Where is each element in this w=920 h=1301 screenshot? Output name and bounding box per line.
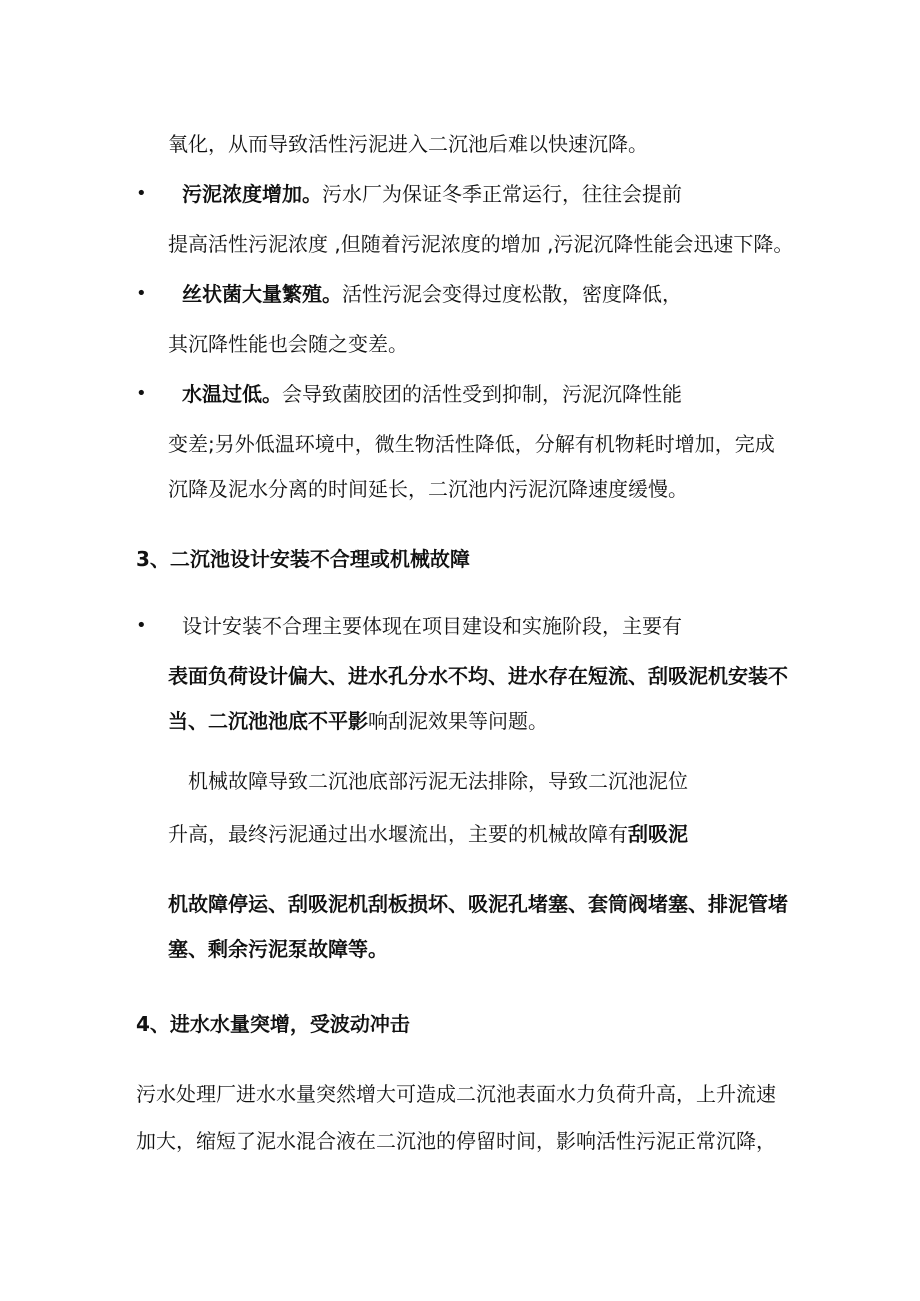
bullet-line [182, 180, 682, 208]
bold-text-line: 塞、剩余污泥泵故障等。 [168, 937, 388, 961]
text: 升高，最终污泥通过出水堰流出，主要的机械故障有 [168, 822, 628, 846]
bold-text-line: 表面负荷设计偏大、进水孔分水不均、进水存在短流、刮吸泥机安装不 [168, 664, 788, 688]
bullet-heading: 污泥浓度增加。 [182, 182, 322, 206]
text-line: 提高活性污泥浓度 ,但随着污泥浓度的增加 ,污泥沉降性能会迅速下降。 [168, 232, 794, 256]
bullet-text: 设计安装不合理主要体现在项目建设和实施阶段，主要有 [182, 614, 682, 638]
text-line: 沉降及泥水分离的时间延长，二沉池内污泥沉降速度缓慢。 [168, 477, 688, 501]
bold-text-line: 机故障停运、刮吸泥机刮板损坏、吸泥孔堵塞、套筒阀堵塞、排泥管堵 [168, 892, 788, 916]
text-line: 污水处理厂进水水量突然增大可造成二沉池表面水力负荷升高，上升流速 [136, 1082, 776, 1106]
bullet-point: • [136, 283, 147, 304]
section-heading-3: 3、二沉池设计安装不合理或机械故障 [136, 547, 470, 571]
text-line: 氧化，从而导致活性污泥进入二沉池后难以快速沉降。 [168, 132, 648, 156]
bullet-point: • [136, 183, 147, 204]
bullet-point: • [136, 383, 147, 404]
bullet-text: 污水厂为保证冬季正常运行，往往会提前 [322, 182, 682, 206]
text-line [168, 707, 548, 735]
text-line: 变差;另外低温环境中，微生物活性降低，分解有机物耗时增加，完成 [168, 432, 775, 456]
bold-text: 刮吸泥 [628, 822, 688, 846]
bullet-line [182, 280, 682, 308]
bullet-text: 活性污泥会变得过度松散，密度降低， [342, 282, 682, 306]
text-line [168, 820, 688, 848]
bullet-line [182, 380, 682, 408]
text-line: 加大，缩短了泥水混合液在二沉池的停留时间，影响活性污泥正常沉降， [136, 1129, 776, 1153]
bullet-heading: 丝状菌大量繁殖。 [182, 282, 342, 306]
bold-text: 当、二沉池池底不平影 [168, 709, 368, 733]
bullet-heading: 水温过低。 [182, 382, 282, 406]
text-line: 机械故障导致二沉池底部污泥无法排除，导致二沉池泥位 [188, 769, 688, 793]
text-line: 其沉降性能也会随之变差。 [168, 332, 408, 356]
text: 响刮泥效果等问题。 [368, 709, 548, 733]
bullet-point: • [136, 615, 147, 636]
section-heading-4: 4、进水水量突增，受波动冲击 [136, 1012, 410, 1036]
bullet-text: 会导致菌胶团的活性受到抑制，污泥沉降性能 [282, 382, 682, 406]
